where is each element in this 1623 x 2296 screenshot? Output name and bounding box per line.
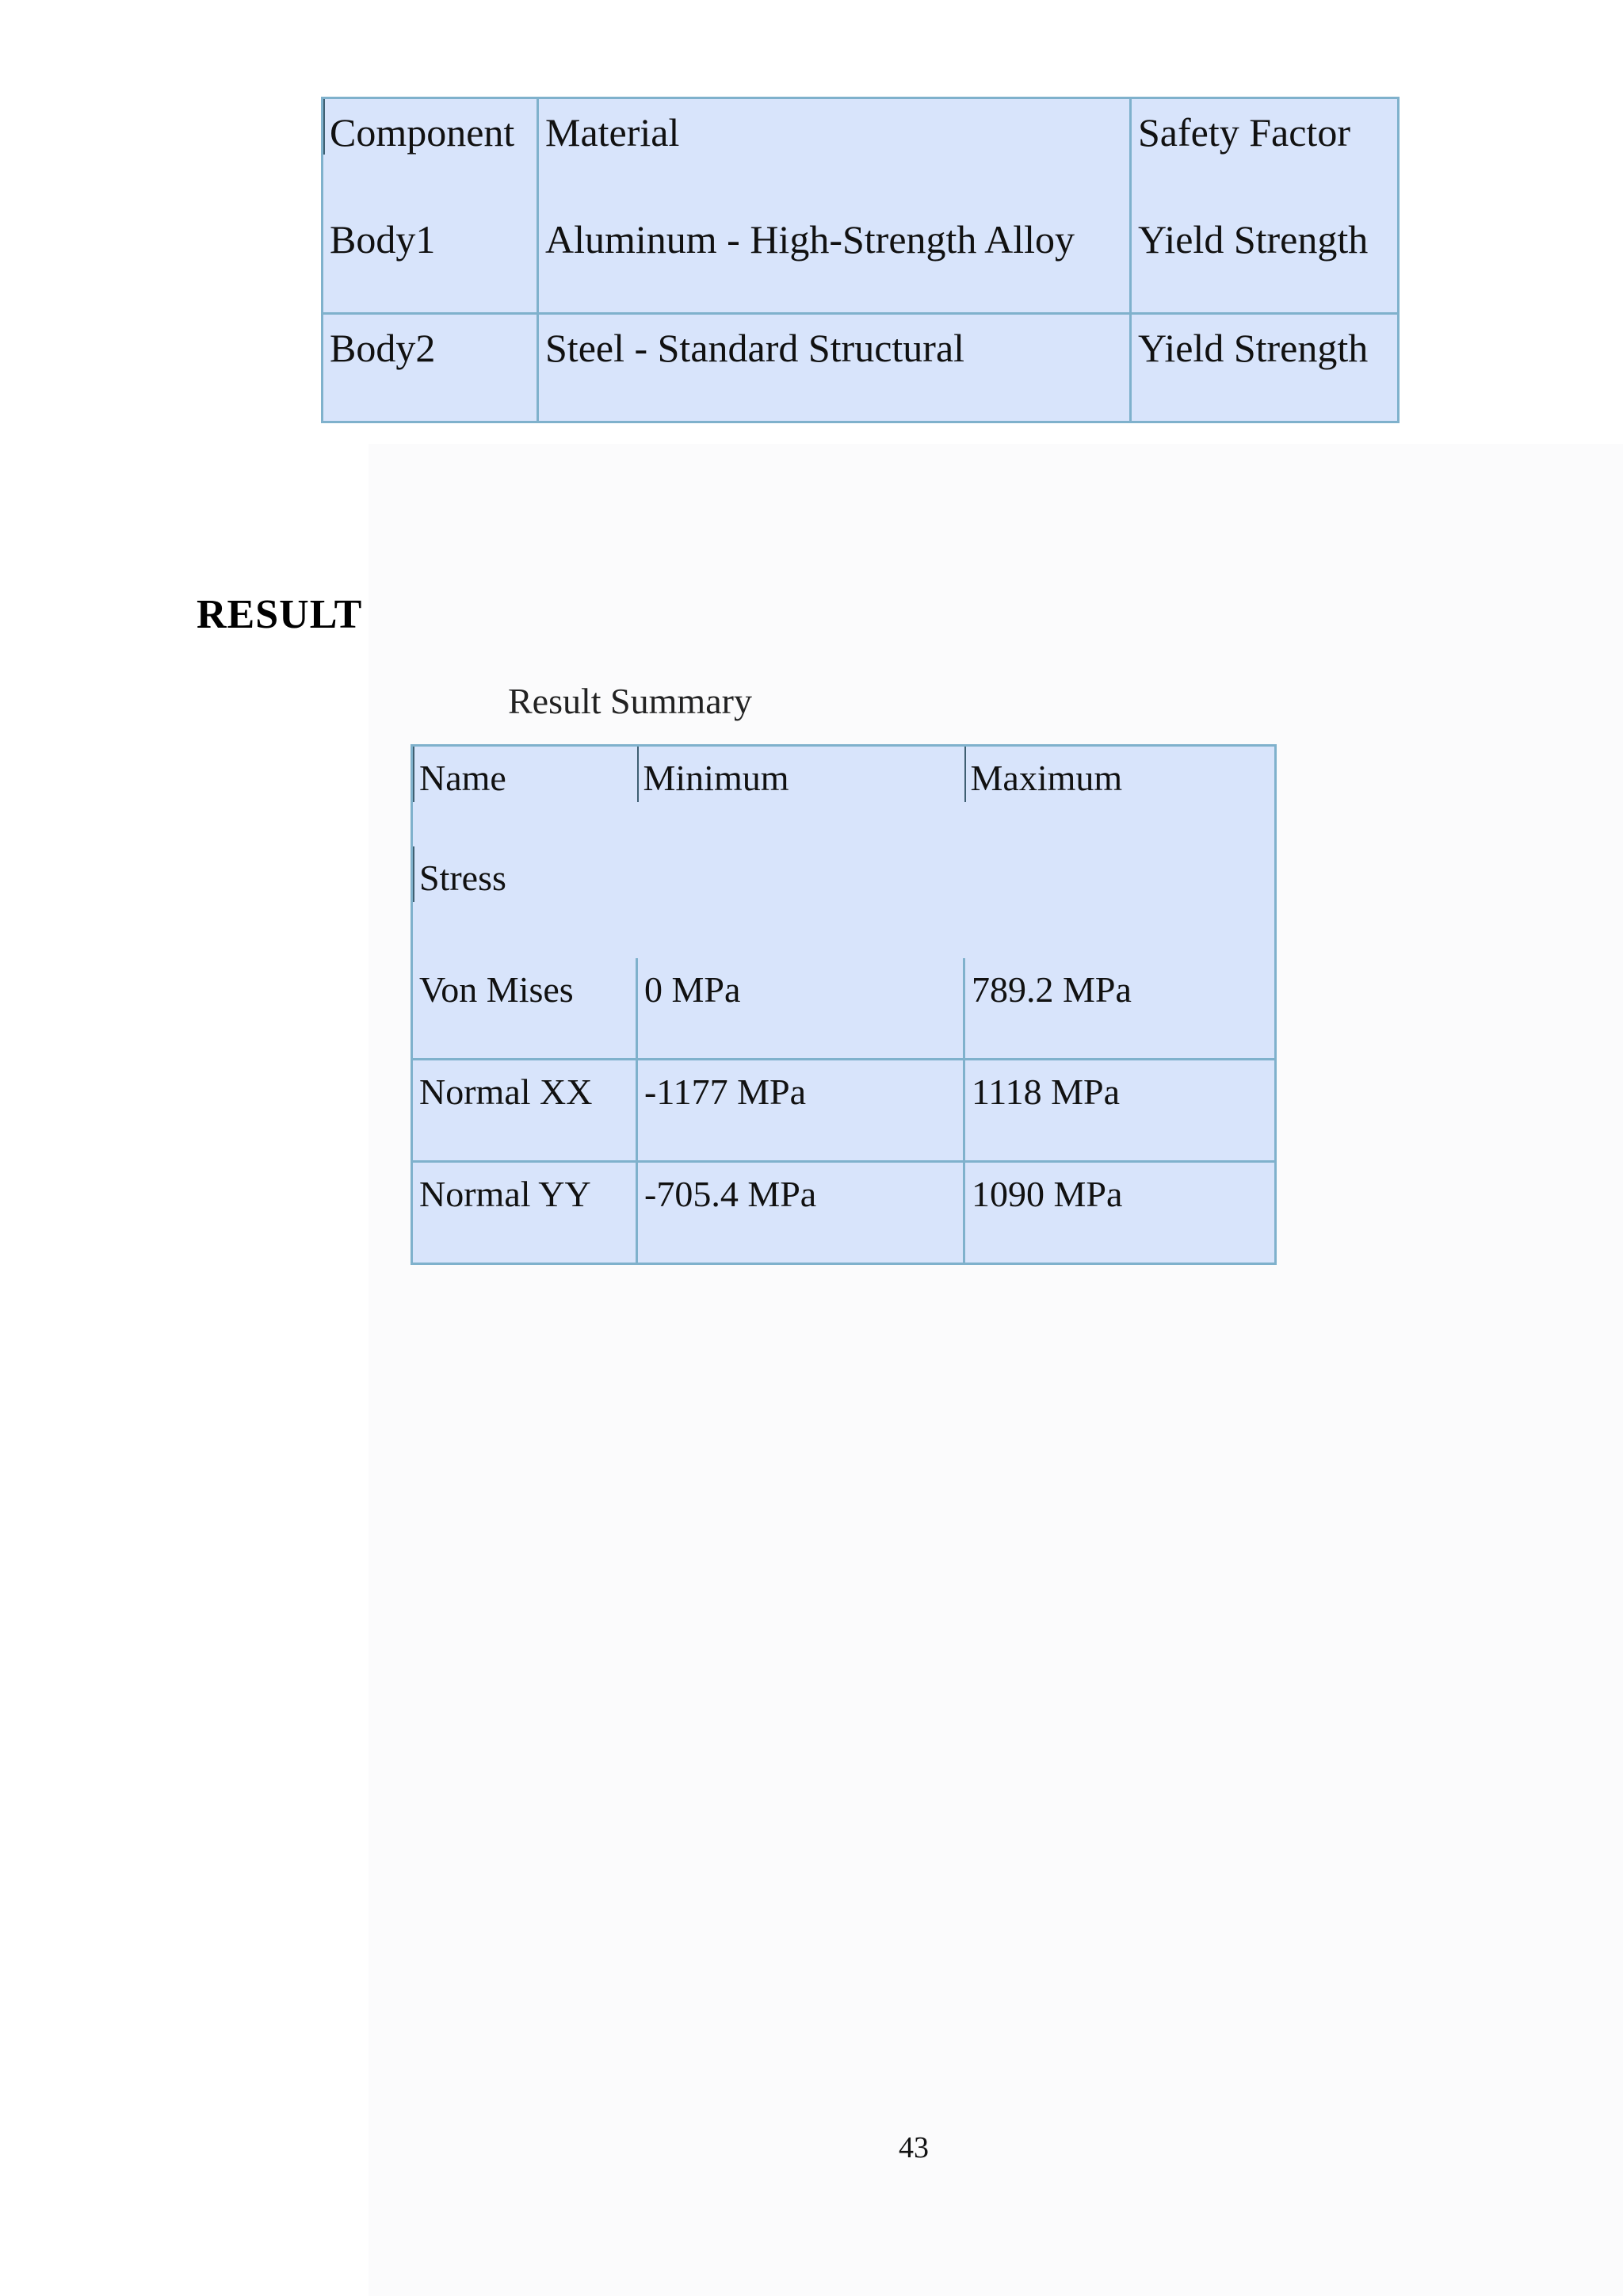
result-summary-caption: Result Summary (508, 681, 752, 721)
page-number: 43 (899, 2131, 929, 2164)
table-row (323, 206, 1399, 314)
table-cell: 789.2 MPa (964, 958, 1276, 1060)
result-summary-table (411, 744, 1277, 1265)
table-cell: Normal XX (412, 1060, 637, 1162)
header-cell: Component (323, 98, 538, 207)
table-cell: 0 MPa (637, 958, 964, 1060)
table-row (412, 958, 1276, 1060)
header-cell: Safety Factor (1138, 110, 1350, 155)
table-cell: 1090 MPa (972, 1174, 1123, 1214)
table-cell: Aluminum - High-Strength Alloy (538, 206, 1131, 314)
table-cell: -1177 MPa (637, 1060, 964, 1162)
table-cell: Yield Strength (1131, 206, 1399, 314)
table-cell: Body1 (323, 206, 538, 314)
materials-table (321, 97, 1400, 423)
materials-header-row (323, 98, 1399, 207)
header-cell: Maximum (964, 746, 1276, 847)
table-row (323, 314, 1399, 422)
result-heading: RESULT (197, 592, 363, 637)
table-cell: 1118 MPa (964, 1060, 1276, 1162)
table-cell: Steel - Standard Structural (538, 314, 1131, 422)
table-cell: Von Mises (412, 958, 637, 1060)
table-cell: Body2 (323, 314, 538, 422)
table-cell: -705.4 MPa (637, 1162, 964, 1264)
table-row (412, 1162, 1276, 1264)
result-header-row (412, 746, 1276, 847)
table-cell: Normal YY (412, 1162, 637, 1264)
group-label: Stress (412, 846, 1276, 958)
table-cell: Yield Strength (1138, 326, 1369, 370)
header-cell: Minimum (637, 746, 964, 847)
header-cell: Material (538, 98, 1131, 207)
stress-group-row (412, 846, 1276, 958)
table-row (412, 1060, 1276, 1162)
header-cell: Name (412, 746, 637, 847)
